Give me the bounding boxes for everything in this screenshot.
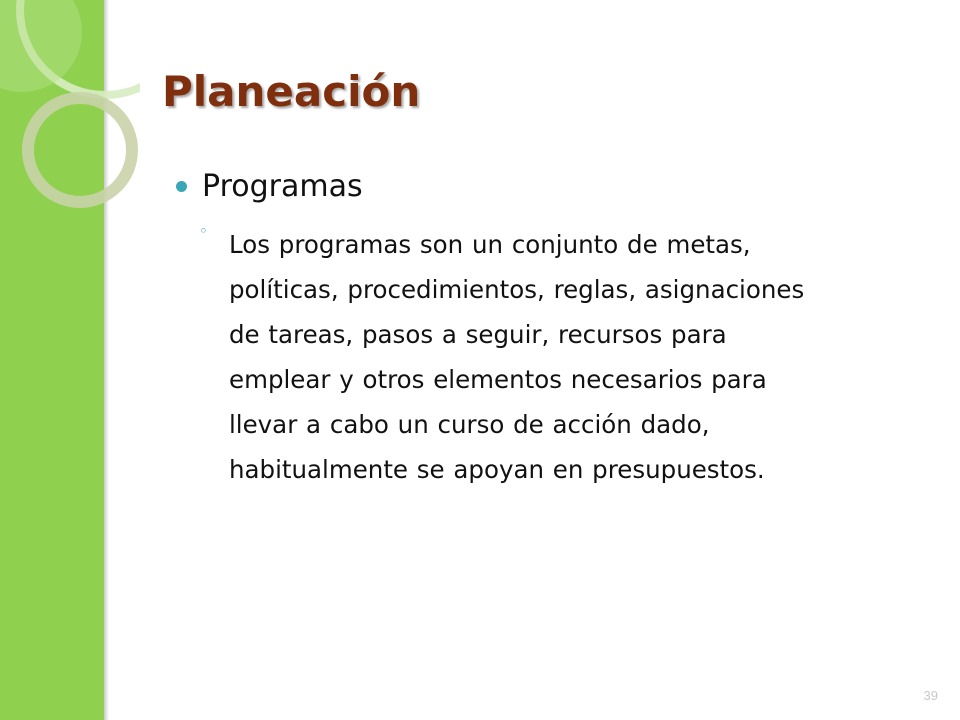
sub-bullet-line: políticas, procedimientos, reglas, asignaciones xyxy=(229,275,805,304)
bullet-text: Programas xyxy=(202,168,363,204)
sub-bullet-line: de tareas, pasos a seguir, recursos para xyxy=(229,320,727,349)
sub-bullet-line: llevar a cabo un curso de acción dado, xyxy=(229,410,710,439)
slide-title: Planeación xyxy=(162,67,421,116)
sub-bullet-text xyxy=(229,222,919,492)
sub-bullet-line: emplear y otros elementos necesarios para xyxy=(229,365,767,394)
sub-bullet-line: Los programas son un conjunto de metas, xyxy=(229,230,751,259)
slide-number: 39 xyxy=(923,688,938,703)
sub-bullet-line: habitualmente se apoyan en presupuestos. xyxy=(229,455,765,484)
sub-bullet-circle-icon: ◦ xyxy=(199,222,208,240)
bullet-item xyxy=(176,162,363,210)
bullet-dot-icon xyxy=(176,181,187,192)
decorative-rings xyxy=(0,0,140,240)
